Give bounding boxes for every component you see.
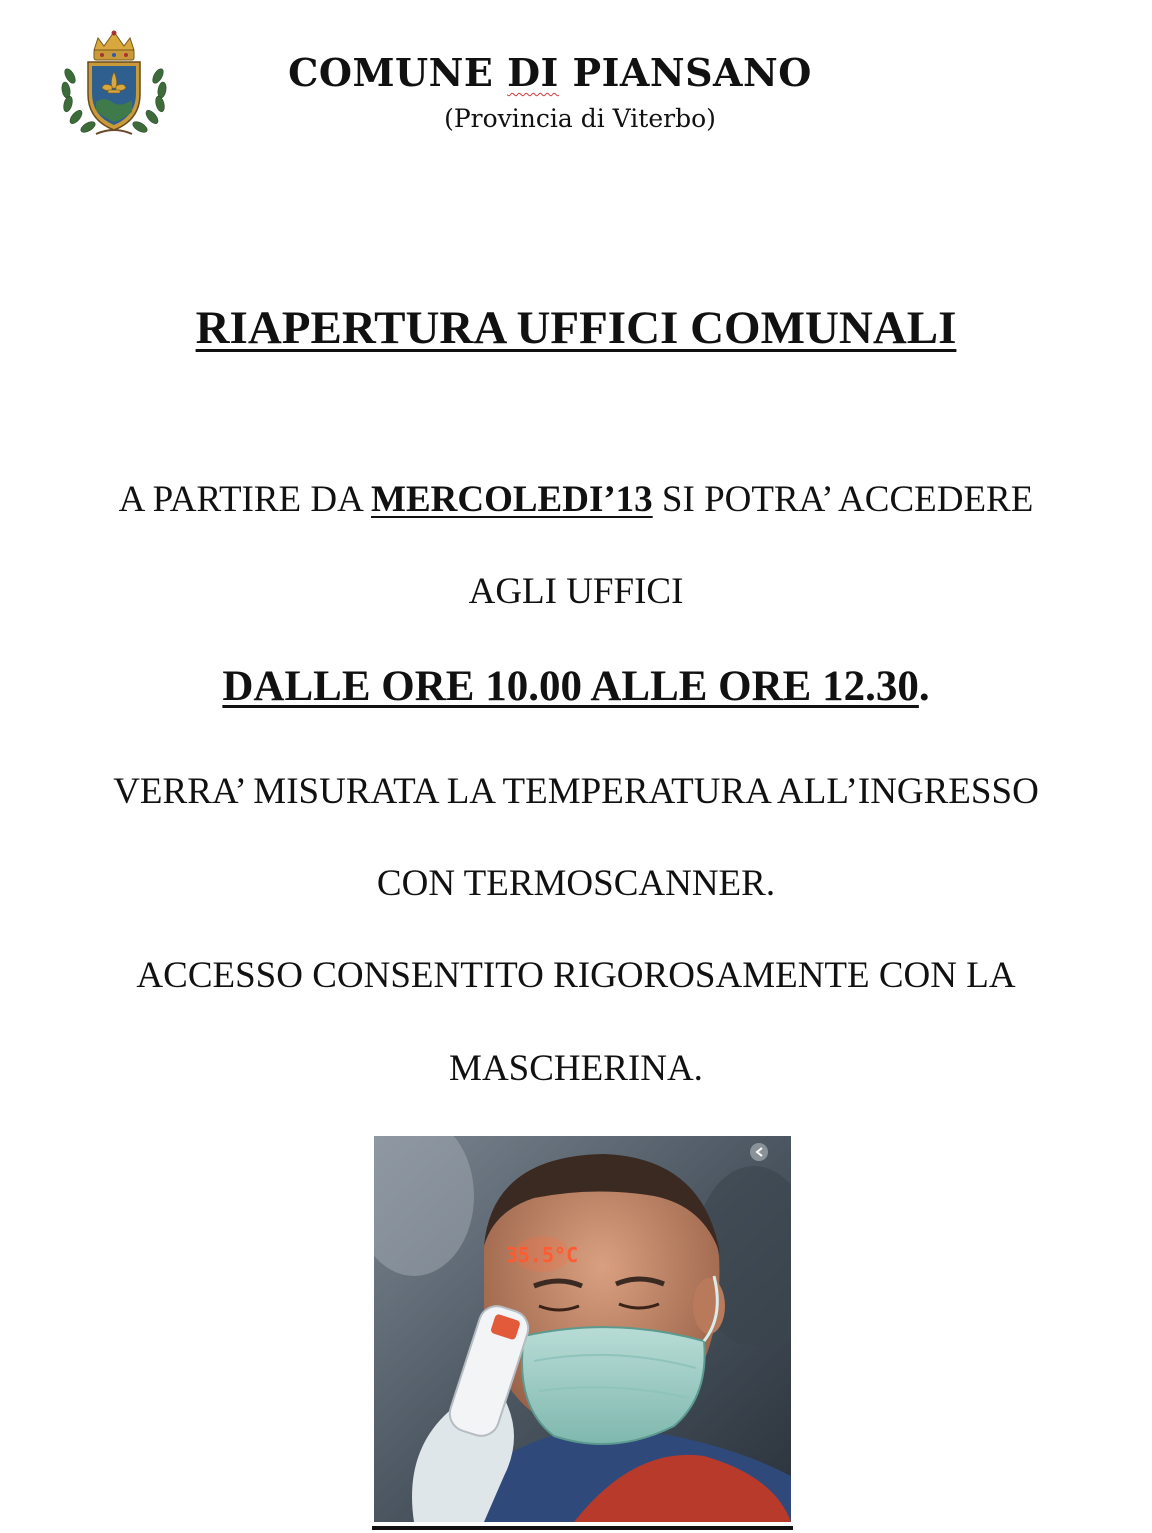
photo-underline: [372, 1526, 793, 1530]
notice-line-termoscanner: CON TERMOSCANNER.: [376, 863, 776, 904]
thermometer-reading: 35.5°C: [505, 1243, 579, 1267]
comune-crest-icon: [56, 28, 172, 144]
page-title: [250, 50, 850, 96]
notice-line-access: ACCESSO CONSENTITO RIGOROSAMENTE CON LA: [136, 955, 1016, 996]
title-comune: COMUNE: [288, 50, 494, 95]
start-date-prefix: A PARTIRE DA: [118, 479, 362, 520]
title-di-spellcheck: DI: [507, 50, 559, 95]
notice-headline: RIAPERTURA UFFICI COMUNALI: [195, 302, 957, 354]
opening-hours-period: .: [918, 663, 930, 710]
temperature-check-illustration: [374, 1136, 791, 1522]
temperature-check-photo: [374, 1136, 791, 1522]
notice-line-start-date: [0, 478, 1152, 522]
start-date-suffix: SI POTRA’ ACCEDERE: [661, 479, 1034, 520]
opening-hours: [0, 660, 1152, 714]
notice-line-temperature: VERRA’ MISURATA LA TEMPERATURA ALL’INGRESSO: [113, 771, 1039, 812]
notice-line-offices: AGLI UFFICI: [468, 571, 684, 612]
title-piansano: PIANSANO: [572, 50, 812, 95]
page-subtitle: (Provincia di Viterbo): [444, 104, 716, 133]
notice-line-mask: MASCHERINA.: [449, 1048, 703, 1089]
opening-hours-text: DALLE ORE 10.00 ALLE ORE 12.30: [222, 663, 919, 710]
start-date-day: MERCOLEDI’13: [371, 479, 653, 520]
